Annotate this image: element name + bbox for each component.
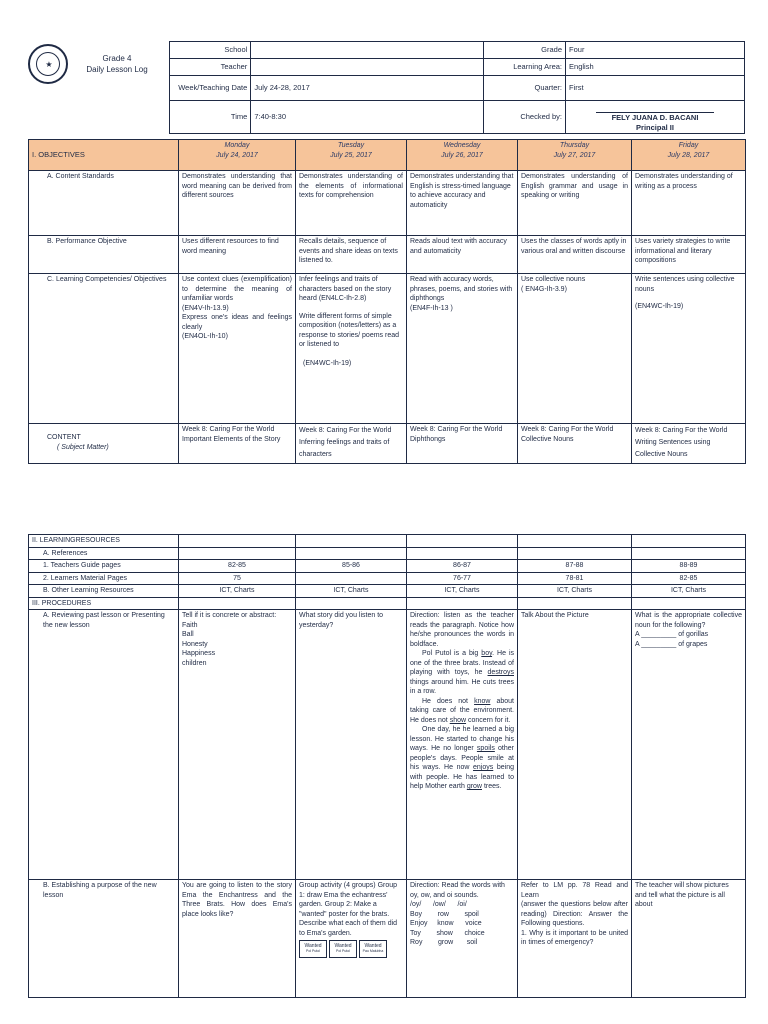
table-cell[interactable]: ICT, Charts [179, 585, 296, 598]
table-cell[interactable]: Direction: Read the words with oy, ow, and oi sounds. /oy/ /ow/ /oi/ Boy row spoil Enjoy know voice Toy show choice Roy grow soil [407, 880, 518, 998]
table-cell[interactable]: Tell if it is concrete or abstract: Faith Ball Honesty Happiness children [179, 610, 296, 880]
table-cell[interactable]: Use context clues (exemplification) to determine the meaning of unfamiliar words (EN4V-Ih-13.9) Express one's ideas and feelings clearly (EN4OL-Ih-10) [179, 274, 296, 424]
log-title: Daily Lesson Log [86, 65, 148, 74]
table-cell[interactable]: The teacher will show pictures and tell what the picture is all about [632, 880, 746, 998]
row-label: B. Establishing a purpose of the new lesson [29, 880, 179, 998]
table-cell[interactable] [296, 572, 407, 585]
row-label: 1. Teachers Guide pages [29, 560, 179, 573]
resources-title: II. LEARNINGRESOURCES [29, 535, 179, 548]
table-cell[interactable]: 87-88 [518, 560, 632, 573]
principal-title: Principal II [636, 122, 674, 132]
table-cell[interactable]: Week 8: Caring For the World Writing Sentences using Collective Nouns [632, 424, 746, 464]
day-monday: Monday July 24, 2017 [179, 140, 296, 171]
table-cell[interactable]: Week 8: Caring For the World Important Elements of the Story [179, 424, 296, 464]
table-row [29, 585, 746, 598]
row-label: A. Content Standards [29, 171, 179, 236]
table-cell[interactable]: 75 [179, 572, 296, 585]
day-friday: Friday July 28, 2017 [632, 140, 746, 171]
resources-table [28, 534, 746, 998]
checked-label: Checked by: [484, 101, 566, 134]
teacher-value[interactable] [251, 59, 484, 76]
table-row [29, 547, 746, 560]
table-cell[interactable]: 82-85 [179, 560, 296, 573]
wanted-poster: Wanted Pau Malubha [359, 940, 387, 958]
wanted-poster: Wanted Pol Putol [329, 940, 357, 958]
table-cell[interactable]: ICT, Charts [518, 585, 632, 598]
row-label: C. Learning Competencies/ Objectives [29, 274, 179, 424]
signature-cell [566, 101, 745, 134]
row-label: 2. Learners Material Pages [29, 572, 179, 585]
objectives-table [28, 139, 746, 464]
table-cell[interactable]: 86-87 [407, 560, 518, 573]
table-cell[interactable]: Infer feelings and traits of characters based on the story heard (EN4LC-Ih-2.8) Write different forms of simple composition (notes/letters) as a response to stories/ poems read or listened to (EN4WC-Ih-19) [296, 274, 407, 424]
time-value[interactable]: 7:40-8:30 [251, 101, 484, 134]
table-cell[interactable]: ICT, Charts [407, 585, 518, 598]
area-value[interactable]: English [566, 59, 745, 76]
table-cell[interactable]: Demonstrates understanding of the elements of informational texts for comprehension [296, 171, 407, 236]
table-cell[interactable]: Talk About the Picture [518, 610, 632, 880]
row-label: A. Reviewing past lesson or Presenting the new lesson [29, 610, 179, 880]
table-cell[interactable]: Week 8: Caring For the World Inferring feelings and traits of characters [296, 424, 407, 464]
principal-name: FELY JUANA D. BACANI [611, 113, 699, 122]
table-cell[interactable]: Uses the classes of words aptly in various oral and written discourse [518, 236, 632, 274]
day-thursday: Thursday July 27, 2017 [518, 140, 632, 171]
seal-star-icon: ★ [45, 60, 53, 69]
table-row [29, 560, 746, 573]
objectives-title: I. OBJECTIVES [29, 140, 179, 171]
table-cell[interactable]: ICT, Charts [296, 585, 407, 598]
table-cell[interactable]: 78-81 [518, 572, 632, 585]
table-cell[interactable]: Write sentences using collective nouns (EN4WC-Ih-19) [632, 274, 746, 424]
teacher-label: Teacher [170, 59, 251, 76]
table-cell[interactable]: Read with accuracy words, phrases, poems, and stories with diphthongs (EN4F-Ih-13 ) [407, 274, 518, 424]
table-cell[interactable]: Group activity (4 groups) Group 1: draw Ema the echantress' garden. Group 2: Make a "wanted" poster for the brats. Describe what each of them did to Ema's garden. Wanted Pol Putol Wanted Pol Putol Wanted Pau Malubha [296, 880, 407, 998]
wanted-poster: Wanted Pol Putol [299, 940, 327, 958]
table-row [29, 535, 746, 548]
table-row [29, 424, 746, 464]
table-cell[interactable]: Demonstrates understanding of writing as a process [632, 171, 746, 236]
table-cell[interactable]: 85-86 [296, 560, 407, 573]
table-cell[interactable]: Demonstrates understanding that word meaning can be derived from different sources [179, 171, 296, 236]
week-value[interactable]: July 24-28, 2017 [251, 76, 484, 101]
school-label: School [170, 42, 251, 59]
references-label: A. References [29, 547, 179, 560]
week-label: Week/Teaching Date [170, 76, 251, 101]
table-row [29, 597, 746, 610]
table-row [29, 274, 746, 424]
row-label: B. Performance Objective [29, 236, 179, 274]
day-wednesday: Wednesday July 26, 2017 [407, 140, 518, 171]
table-cell[interactable]: 76-77 [407, 572, 518, 585]
table-row [29, 171, 746, 236]
table-cell[interactable]: Direction: listen as the teacher reads the paragraph. Notice how he/she pronounces the words in boldface. Pol Putol is a big boy. He is one of the three brats. Instead of playing with toys, he destroys things around him. He cuts trees in a row. He does not know about taking care of the environment. He does not show concern for it. One day, he he learned a big lesson. He started to change his ways. He no longer spoils other people's days. People smile at his ways. He now enjoys being with people. He has learned to help Mother earth grow trees. [407, 610, 518, 880]
table-cell[interactable]: 88-89 [632, 560, 746, 573]
procedures-title: III. PROCEDURES [29, 597, 179, 610]
table-cell[interactable]: Week 8: Caring For the World Diphthongs [407, 424, 518, 464]
table-cell[interactable]: Uses different resources to find word meaning [179, 236, 296, 274]
table-cell[interactable]: Week 8: Caring For the World Collective Nouns [518, 424, 632, 464]
table-cell[interactable]: 82-85 [632, 572, 746, 585]
area-label: Learning Area: [484, 59, 566, 76]
school-value[interactable] [251, 42, 484, 59]
time-label: Time [170, 101, 251, 134]
table-cell[interactable]: Reads aloud text with accuracy and automaticity [407, 236, 518, 274]
table-row [29, 236, 746, 274]
quarter-value[interactable]: First [566, 76, 745, 101]
table-cell[interactable]: Use collective nouns ( EN4G-Ih-3.9) [518, 274, 632, 424]
table-row [29, 610, 746, 880]
table-cell[interactable]: ICT, Charts [632, 585, 746, 598]
grade-value[interactable]: Four [566, 42, 745, 59]
table-cell[interactable]: Demonstrates understanding of English grammar and usage in speaking or writing [518, 171, 632, 236]
table-row [29, 572, 746, 585]
content-label-cell: CONTENT ( Subject Matter) [29, 424, 179, 464]
table-cell[interactable]: You are going to listen to the story Ema the Enchantress and the Three Brats. How does Ema's place looks like? [179, 880, 296, 998]
table-cell[interactable]: Refer to LM pp. 78 Read and Learn (answer the questions below after reading) Direction: Answer the Following questions. 1. Why is it important to be united in times of emergency? [518, 880, 632, 998]
grade-title: Grade 4 [102, 54, 132, 63]
table-cell[interactable]: Demonstrates understanding that English is stress-timed language to achieve accuracy and automaticity [407, 171, 518, 236]
table-cell[interactable]: What is the appropriate collective noun for the following? A _________ of gorillas A _________ of grapes [632, 610, 746, 880]
header-table [23, 41, 745, 134]
grade-label: Grade [484, 42, 566, 59]
quarter-label: Quarter: [484, 76, 566, 101]
day-tuesday: Tuesday July 25, 2017 [296, 140, 407, 171]
table-cell[interactable]: Recalls details, sequence of events and share ideas on texts listened to. [296, 236, 407, 274]
row-label: B. Other Learning Resources [29, 585, 179, 598]
table-cell[interactable]: Uses variety strategies to write informational and literary compositions [632, 236, 746, 274]
table-cell[interactable]: What story did you listen to yesterday? [296, 610, 407, 880]
table-row [29, 880, 746, 998]
